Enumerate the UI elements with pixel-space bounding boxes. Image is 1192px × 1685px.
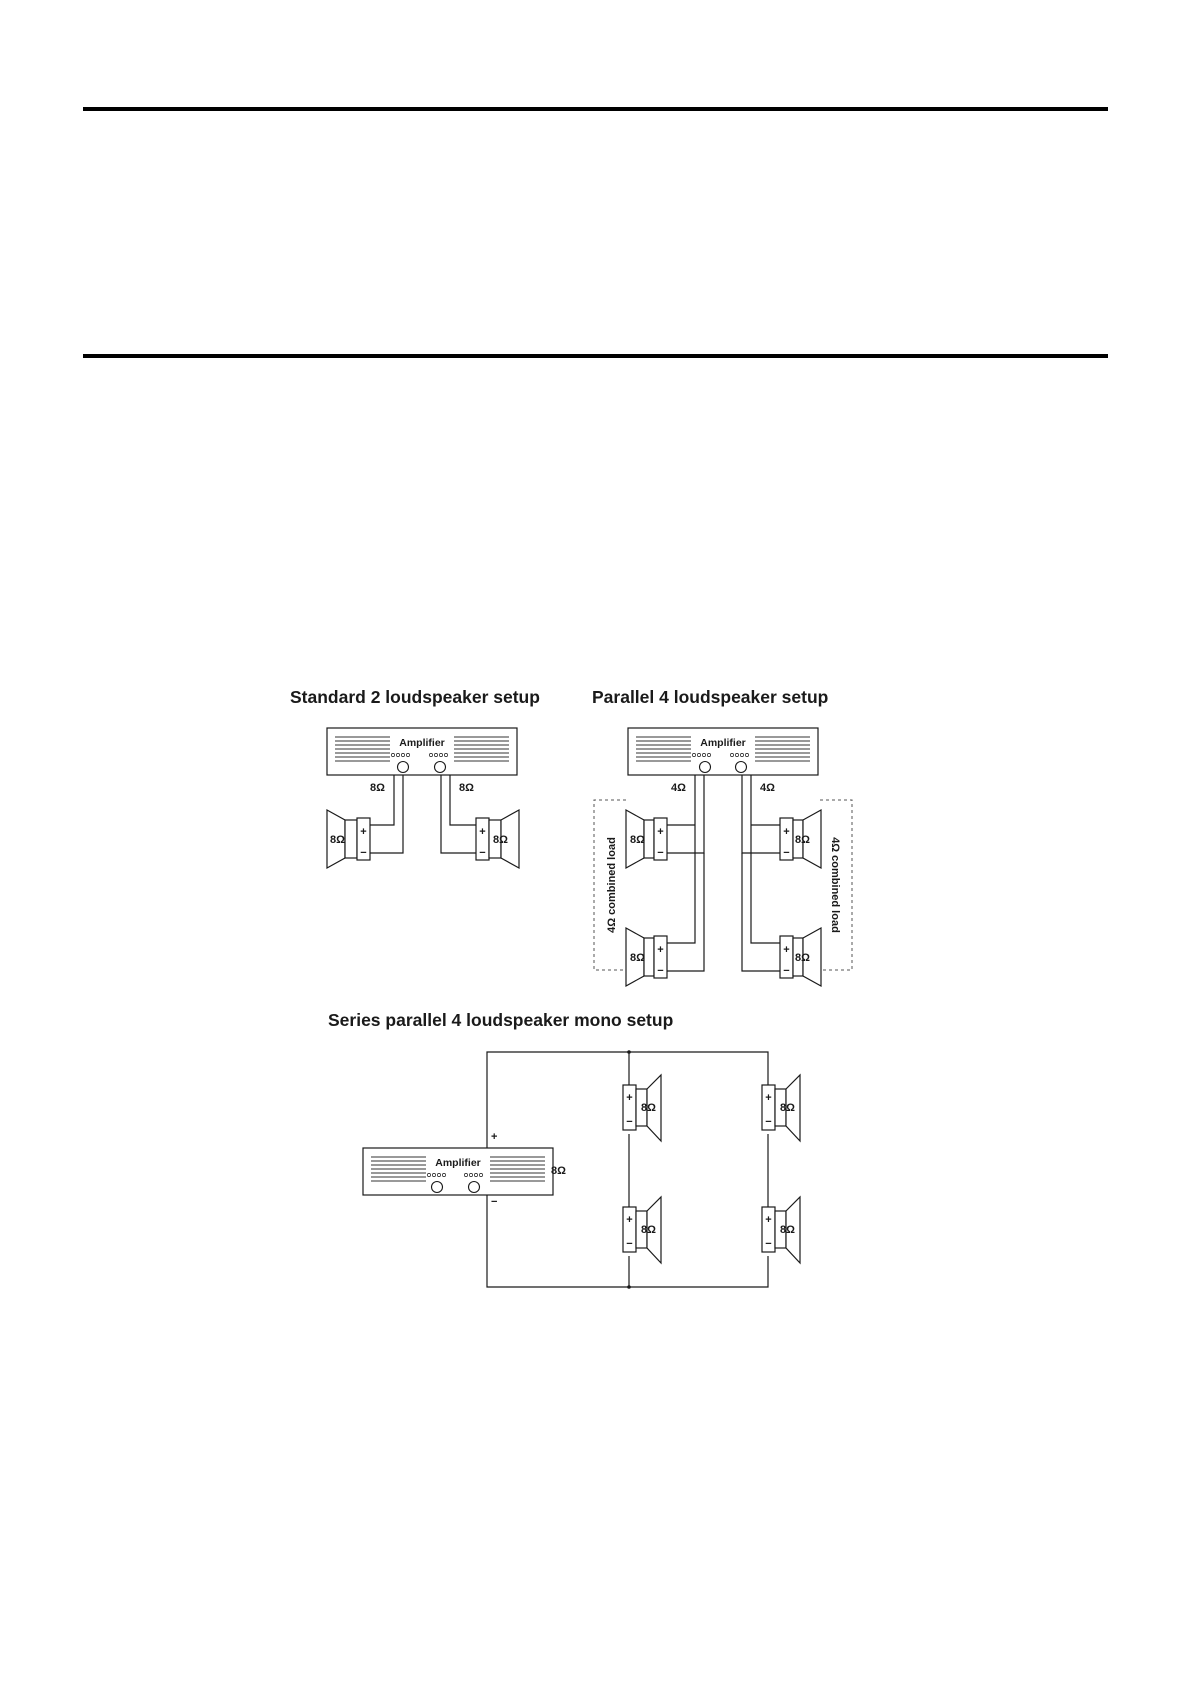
output-connector-icon: [700, 762, 711, 773]
positive-terminal-label: +: [491, 1131, 498, 1143]
svg-text:+: +: [479, 826, 486, 838]
svg-text:+: +: [657, 826, 664, 838]
svg-text:−: −: [360, 847, 367, 859]
svg-text:+: +: [360, 826, 367, 838]
speaker-impedance-label: 8Ω: [780, 1102, 795, 1114]
parallel-setup-title: Parallel 4 loudspeaker setup: [592, 687, 829, 707]
speaker-impedance-label: 8Ω: [641, 1102, 656, 1114]
amplifier-label: Amplifier: [399, 737, 445, 749]
svg-text:−: −: [626, 1238, 633, 1250]
output-connector-icon: [736, 762, 747, 773]
channel-impedance-label: 4Ω: [671, 782, 686, 794]
standard-setup-title: Standard 2 loudspeaker setup: [290, 687, 540, 707]
channel-impedance-label: 4Ω: [760, 782, 775, 794]
amplifier-label: Amplifier: [700, 737, 746, 749]
output-connector-icon: [398, 762, 409, 773]
amplifier-body: [327, 728, 517, 775]
combined-load-label: 4Ω combined load: [606, 837, 618, 933]
svg-text:−: −: [657, 965, 664, 977]
amplifier: [628, 728, 818, 775]
output-connector-icon: [432, 1182, 443, 1193]
svg-text:−: −: [783, 965, 790, 977]
channel-impedance-label: 8Ω: [459, 782, 474, 794]
amplifier-body: [363, 1148, 553, 1195]
svg-text:+: +: [765, 1214, 772, 1226]
svg-text:+: +: [783, 944, 790, 956]
negative-terminal-label: −: [491, 1196, 498, 1208]
speaker-impedance-label: 8Ω: [330, 834, 345, 846]
svg-text:+: +: [783, 826, 790, 838]
svg-text:−: −: [479, 847, 486, 859]
svg-text:−: −: [783, 847, 790, 859]
speaker-impedance-label: 8Ω: [493, 834, 508, 846]
amplifier: [363, 1148, 553, 1195]
channel-impedance-label: 8Ω: [370, 782, 385, 794]
speaker-impedance-label: 8Ω: [780, 1224, 795, 1236]
output-connector-icon: [435, 762, 446, 773]
parallel-setup-diagram: [592, 687, 852, 986]
output-connector-icon: [469, 1182, 480, 1193]
svg-text:−: −: [765, 1238, 772, 1250]
svg-text:+: +: [657, 944, 664, 956]
wiring: [667, 775, 780, 971]
svg-text:−: −: [626, 1116, 633, 1128]
svg-text:+: +: [765, 1092, 772, 1104]
svg-text:+: +: [626, 1092, 633, 1104]
amplifier-label: Amplifier: [435, 1157, 481, 1169]
amplifier: [327, 728, 517, 775]
svg-text:+: +: [626, 1214, 633, 1226]
series-parallel-setup-diagram: [328, 1010, 800, 1289]
speaker-impedance-label: 8Ω: [795, 834, 810, 846]
speaker-impedance-label: 8Ω: [630, 952, 645, 964]
amplifier-body: [628, 728, 818, 775]
output-impedance-label: 8Ω: [551, 1165, 566, 1177]
speaker-impedance-label: 8Ω: [795, 952, 810, 964]
speaker-impedance-label: 8Ω: [630, 834, 645, 846]
svg-text:−: −: [657, 847, 664, 859]
svg-text:−: −: [765, 1116, 772, 1128]
standard-setup-diagram: [290, 687, 540, 868]
combined-load-label: 4Ω combined load: [829, 837, 841, 933]
speaker-impedance-label: 8Ω: [641, 1224, 656, 1236]
series-parallel-setup-title: Series parallel 4 loudspeaker mono setup: [328, 1010, 674, 1030]
